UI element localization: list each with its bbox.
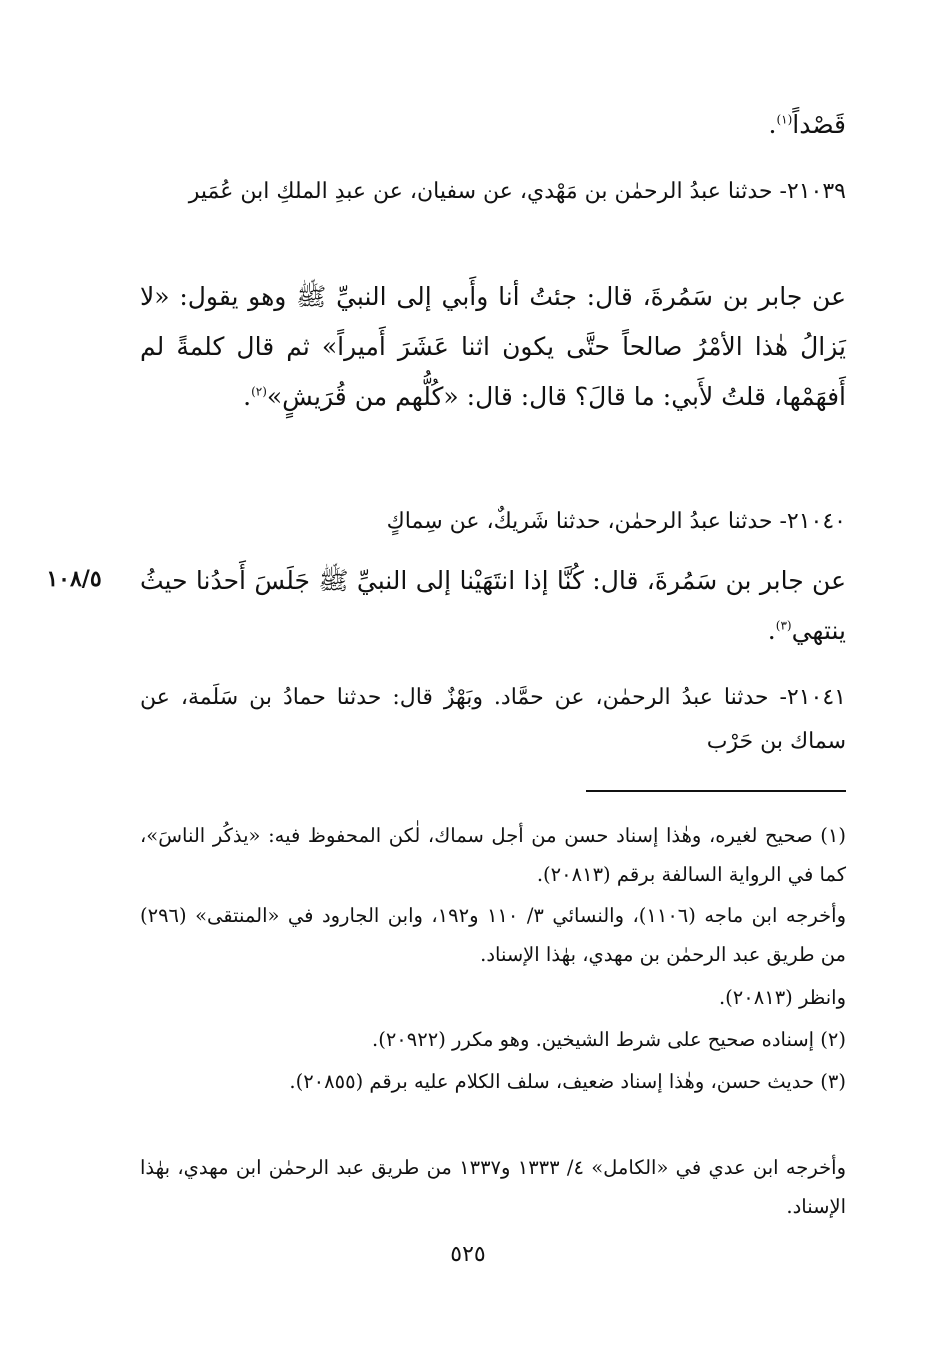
footnote-text: (٢) إسناده صحيح على شرط الشيخين. وهو مكرر (٢٠٩٢٢). — [372, 1028, 846, 1051]
footnote-3 — [140, 1062, 846, 1101]
hadith-21039-isnad — [140, 170, 846, 214]
footnote-1-continued — [140, 896, 846, 974]
page-number: ٥٢٥ — [450, 1242, 486, 1267]
footnote-1 — [140, 816, 846, 894]
footnote-3-continued — [140, 1148, 846, 1226]
footnote-text: (٣) حديث حسن، وهٰذا إسناد ضعيف، سلف الكلام عليه برقم (٢٠٨٥٥). — [289, 1070, 846, 1093]
margin-volume-page-ref: ١٠٨/٥ — [46, 566, 102, 592]
footnote-text: وانظر (٢٠٨١٣). — [718, 986, 846, 1009]
hadith-21039-matn — [140, 272, 846, 422]
isnad-text: ٢١٠٣٩- حدثنا عبدُ الرحمٰن بن مَهْدي، عن سفيان، عن عبدِ الملكِ ابن عُمَير — [188, 179, 846, 204]
isnad-text: ٢١٠٤٠- حدثنا عبدُ الرحمٰن، حدثنا شَريكٌ، عن سِماكٍ — [386, 509, 846, 534]
footnote-text: (١) صحيح لغيره، وهٰذا إسناد حسن من أجل سماك، لٰكن المحفوظ فيه: «يذكُر الناسَ»، كما في الرواية السالفة برقم (٢٠٨١٣). — [140, 824, 846, 886]
hadith-21041-isnad — [140, 676, 846, 764]
footnote-text: وأخرجه ابن عدي في «الكامل» ٤/ ١٣٣٣ و١٣٣٧ من طريق عبد الرحمٰن ابن مهدي، بهٰذا الإسناد. — [140, 1156, 846, 1218]
paragraph-punct: . — [768, 110, 777, 139]
footnote-marker: (١) — [776, 112, 793, 127]
matn-text: عن جابر بن سَمُرةَ، قال: كُنَّا إذا انتَهَيْنا إلى النبيِّ ﷺ جَلَسَ أَحدُنا حيثُ ينتهي — [140, 566, 846, 645]
isnad-text: ٢١٠٤١- حدثنا عبدُ الرحمٰن، عن حمَّاد. وبَهْزٌ قال: حدثنا حمادُ بن سَلَمة، عن سماك بن حَرْب — [140, 685, 846, 754]
hadith-21040-matn — [140, 556, 846, 656]
footnote-text: وأخرجه ابن ماجه (١١٠٦)، والنسائي ٣/ ١١٠ و١٩٢، وابن الجارود في «المنتقى» (٢٩٦) من طريق عبد الرحمٰن بن مهدي، بهٰذا الإسناد. — [140, 904, 846, 966]
footnote-1-see-also — [140, 978, 846, 1017]
footnote-2 — [140, 1020, 846, 1059]
footnote-marker: (٣) — [775, 618, 792, 633]
matn-text: عن جابر بن سَمُرةَ، قال: جئتُ أنا وأَبي إلى النبيِّ ﷺ وهو يقول: «لا يَزالُ هٰذا الأمْرُ صالحاً حتَّى يكون اثنا عَشَرَ أَميراً» ثم قال كلمةً لم أَفهَمْها، قلتُ لأَبي: ما قالَ؟ قال: قال: «كُلُّهم من قُرَيشٍ» — [140, 282, 846, 411]
footnote-divider — [586, 790, 846, 792]
matn-punct: . — [243, 382, 252, 411]
paragraph-text: قَصْداً — [792, 110, 846, 139]
matn-punct: . — [767, 616, 776, 645]
footnote-marker: (٢) — [251, 384, 267, 399]
hadith-21040-isnad — [140, 500, 846, 544]
paragraph-end — [140, 100, 846, 150]
